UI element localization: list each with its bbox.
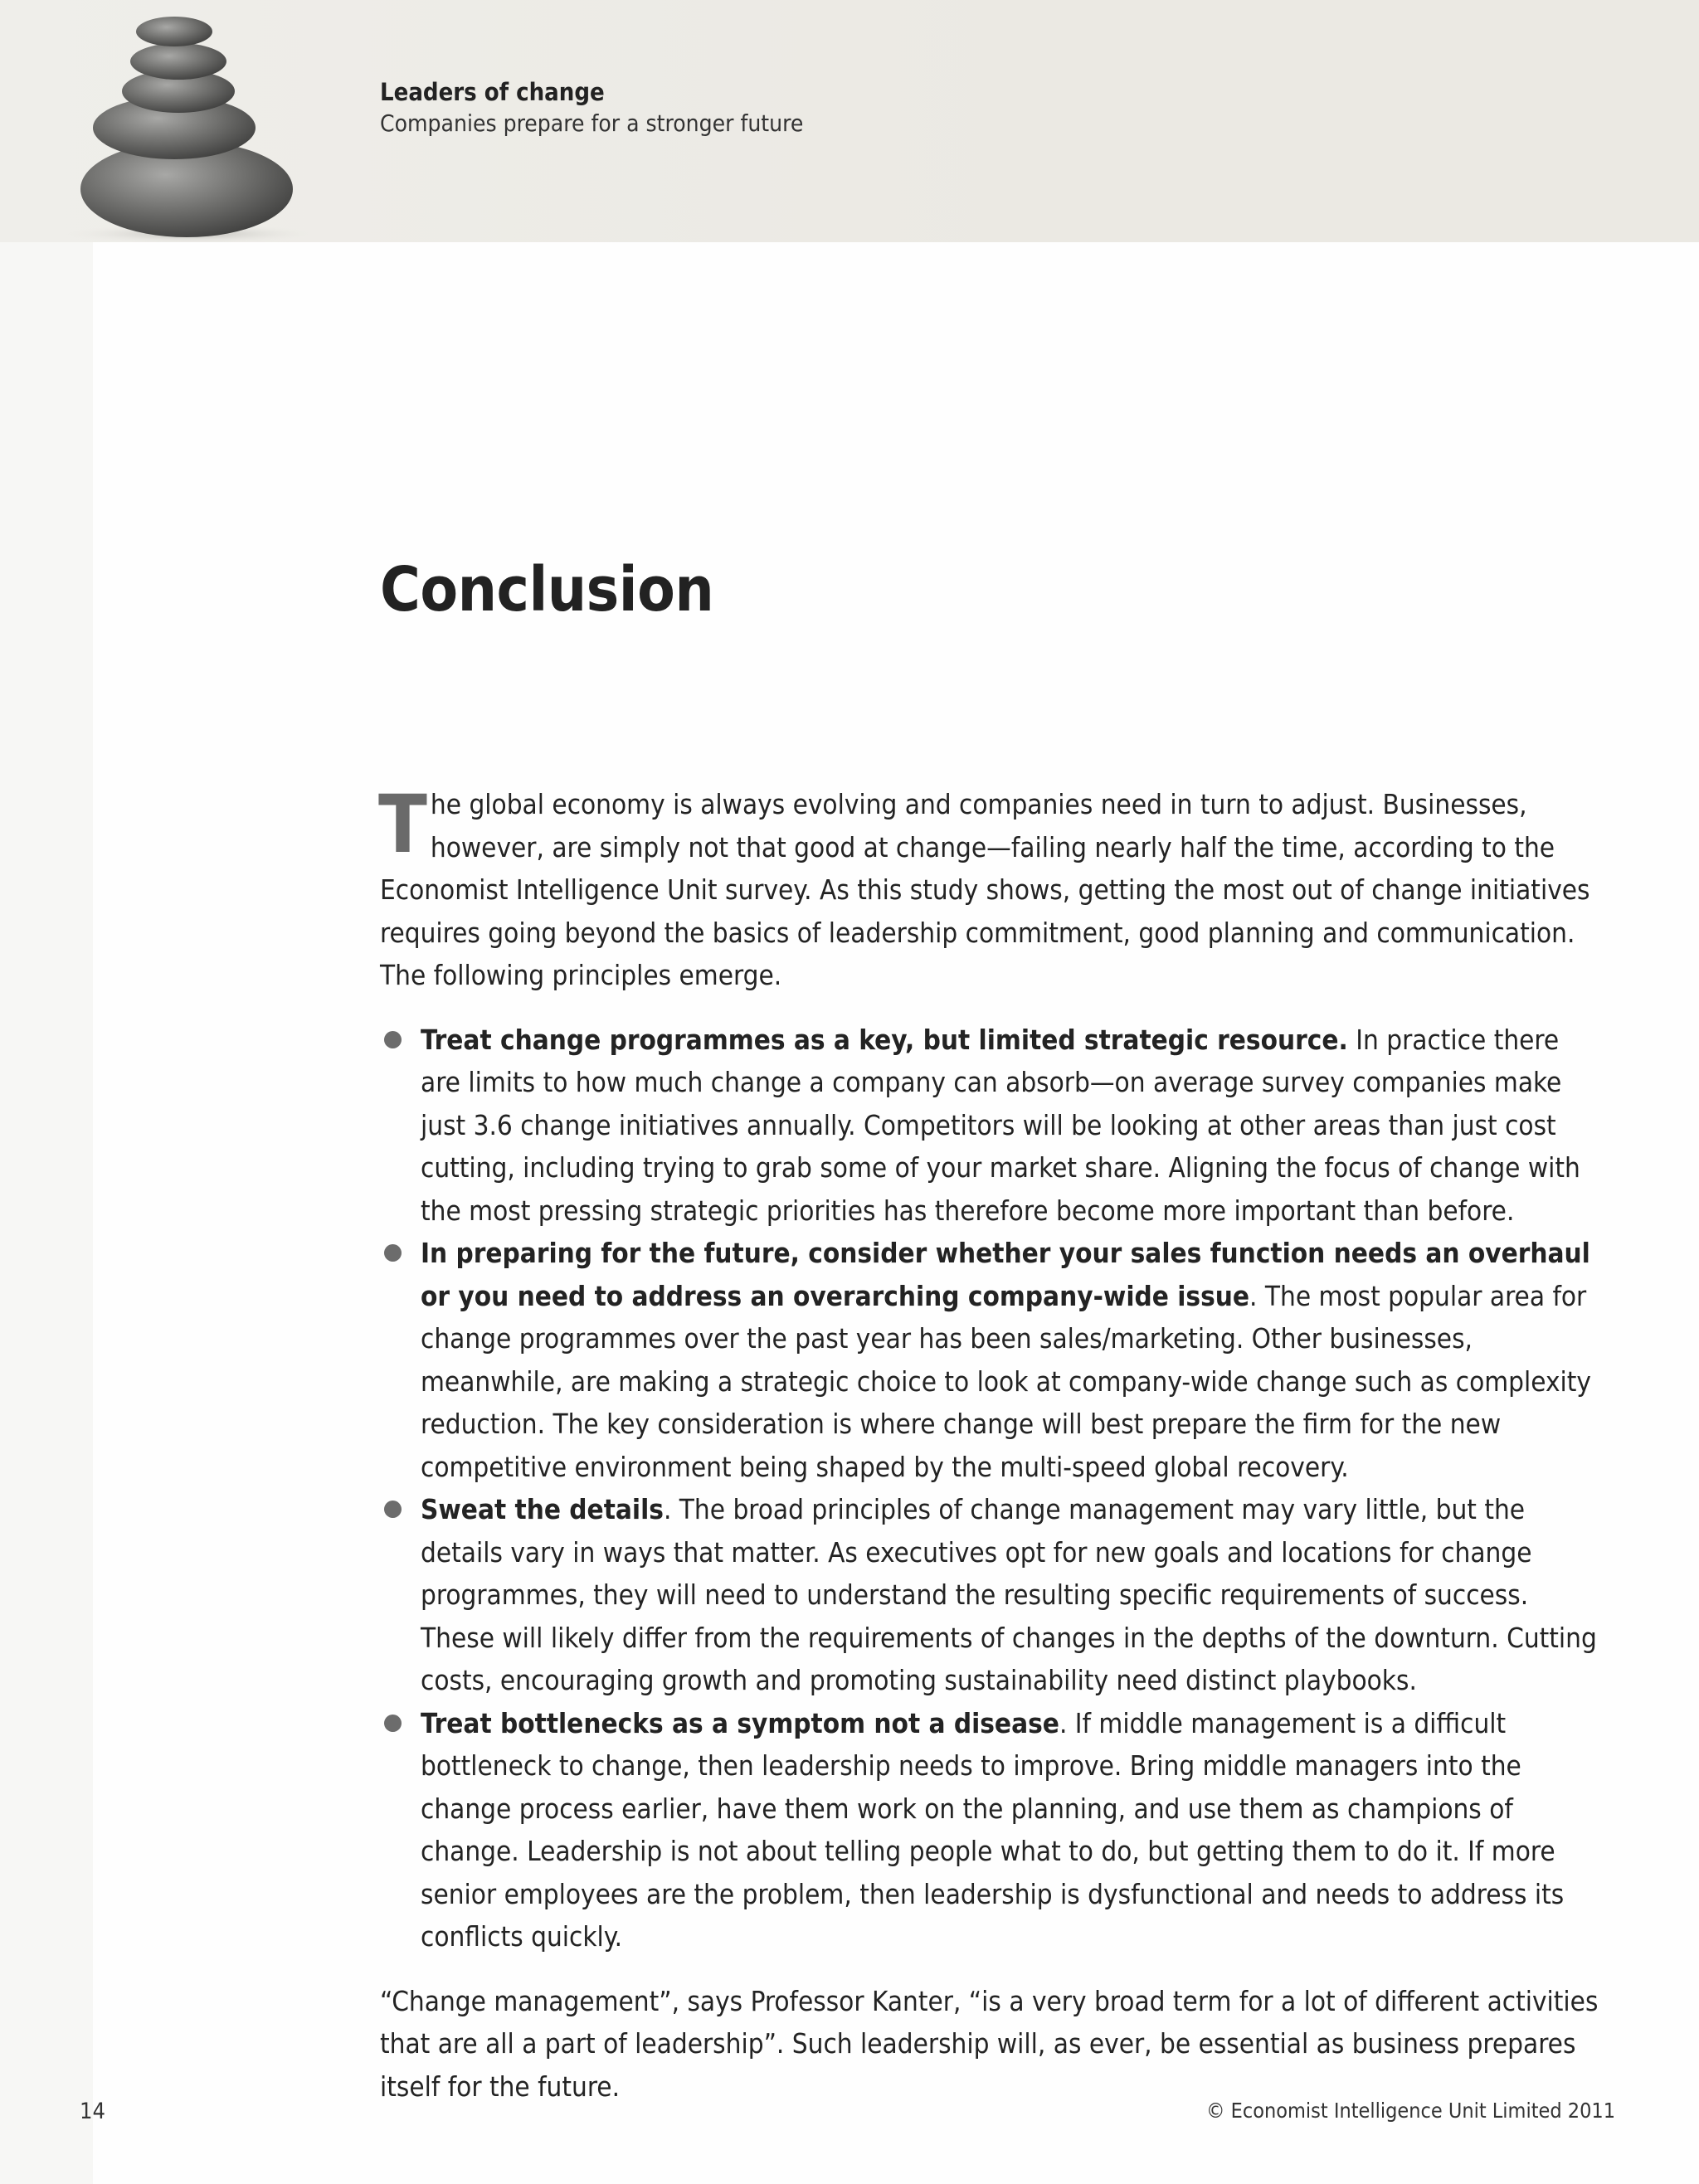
bullet-icon <box>384 1715 402 1732</box>
page-heading: Conclusion <box>380 554 714 625</box>
list-item <box>380 1488 1601 1702</box>
bullet-icon <box>384 1501 402 1518</box>
copyright-notice: © Economist Intelligence Unit Limited 2011 <box>1206 2099 1616 2123</box>
bullet-lead: Treat change programmes as a key, but limited strategic resource. <box>421 1023 1348 1056</box>
bullet-text: . The broad principles of change management may vary little, but the details vary in ways that matter. As executives opt for new goals and locations for change programmes, they will need to understand the resulting specific requirements of success. These will likely differ from the requirements of changes in the depths of the downturn. Cutting costs, encouraging growth and promoting sustainability need distinct playbooks. <box>421 1493 1597 1696</box>
closing-paragraph: “Change management”, says Professor Kanter, “is a very broad term for a lot of different activities that are all a part of leadership”. Such leadership will, as ever, be essential as business prepares itself for the future. <box>380 1984 1599 2103</box>
page-number: 14 <box>80 2099 105 2124</box>
principles-list <box>380 1019 1601 1958</box>
bullet-icon <box>384 1244 402 1262</box>
report-subtitle: Companies prepare for a stronger future <box>380 109 804 137</box>
article-body <box>378 778 1601 2108</box>
bullet-lead: Sweat the details <box>421 1493 664 1525</box>
bullet-icon <box>384 1031 402 1048</box>
bullet-lead: Treat bottlenecks as a symptom not a disease <box>421 1706 1059 1739</box>
intro-paragraph <box>378 778 1601 997</box>
page-margin-shade <box>0 242 93 2184</box>
list-item <box>380 1019 1601 1233</box>
bullet-text: In practice there are limits to how much change a company can absorb—on average survey companies make just 3.6 change initiatives annually. Competitors will be looking at other areas than just cost cutting, including trying to grab some of your market share. Aligning the focus of change with the most pressing strategic priorities has therefore become more important than before. <box>421 1023 1580 1227</box>
stacked-stones-image <box>66 0 315 242</box>
bullet-text: . If middle management is a difficult bottleneck to change, then leadership needs to improve. Bring middle managers into the change process earlier, have them work on the planning, and use them as champions of change. Leadership is not about telling people what to do, but getting them to do it. If more senior employees are the problem, then leadership is dysfunctional and needs to address its conflicts quickly. <box>421 1706 1565 1953</box>
report-header <box>0 0 1699 242</box>
list-item <box>380 1232 1601 1488</box>
intro-text: he global economy is always evolving and companies need in turn to adjust. Businesses, however, are simply not that good at change—failing nearly half the time, according to the Economist Intelligence Unit survey. As this study shows, getting the most out of change initiatives requires going beyond the basics of leadership commitment, good planning and communication. The following principles emerge. <box>380 788 1590 991</box>
bullet-text: . The most popular area for change programmes over the past year has been sales/marketing. Other businesses, meanwhile, are making a strategic choice to look at company-wide change such as complexity reduction. The key consideration is where change will best prepare the firm for the new competitive environment being shaped by the multi-speed global recovery. <box>421 1279 1591 1483</box>
bullet-lead: In preparing for the future, consider whether your sales function needs an overhaul or you need to address an overarching company-wide issue <box>421 1237 1590 1312</box>
drop-cap: T <box>378 778 427 871</box>
report-title: Leaders of change <box>380 78 605 106</box>
list-item <box>380 1702 1601 1958</box>
